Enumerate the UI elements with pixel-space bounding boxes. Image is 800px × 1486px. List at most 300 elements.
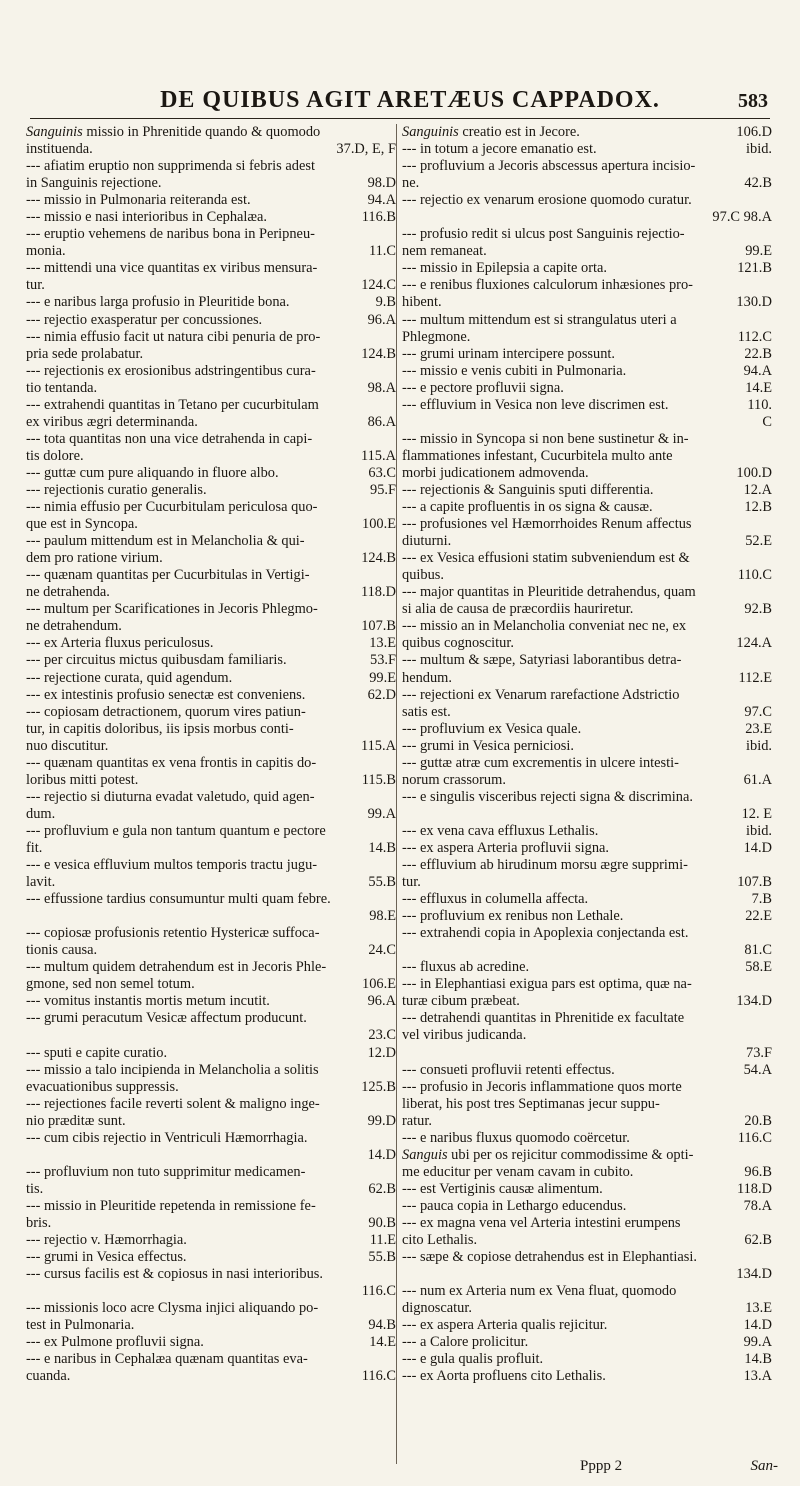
entry-text: rejectio exasperatur per concussiones. [43,311,263,328]
index-entry [26,141,396,158]
page-reference: 62.B [368,1180,396,1197]
page-reference: --- 121.B [737,260,772,277]
entry-text: profluvium ex Vesica quale. [419,720,582,737]
page-reference: 106.E [362,976,396,993]
header-rule [30,118,770,119]
entry-text: e renibus fluxiones calculorum inhæsiones pro- [419,277,693,294]
entry-text: missio in Epilepsia a capite orta. [419,260,608,277]
entry-text: tionis causa. [26,942,98,959]
entry-text: tur. [26,277,45,294]
index-entry [26,226,396,243]
index-entry [402,789,772,806]
entry-text: effluvium in Vesica non leve discrimen est. [419,396,669,413]
entry-text: sæpe & copiose detrahendus est in Elephantiasi. [419,1249,697,1266]
entry-text: creatio est in Jecore. [458,124,580,140]
index-entry [26,1010,396,1027]
index-entry [402,959,772,976]
headword: Sanguinis [402,124,459,140]
entry-text: que est in Syncopa. [26,516,138,533]
index-entry [402,1232,772,1249]
entry-text: multum quidem detrahendum est in Jecoris Phle- [43,959,327,976]
index-entry [26,1147,396,1164]
index-entry [26,601,396,618]
page-reference: --- 94.A [743,362,772,379]
entry-text: missio e nasi interioribus in Cephalæa. [43,209,268,226]
index-entry [402,908,772,925]
page-reference: 13.E [745,1300,772,1317]
page-reference: --- 12.B [744,499,772,516]
index-entry [26,840,396,857]
index-entry [26,1215,396,1232]
entry-text: ex Aorta profluens cito Lethalis. [419,1368,606,1385]
index-entry [26,363,396,380]
page-reference: 98.E [369,908,396,925]
entry-text: extrahendi quantitas in Tetano per cucurbitulam [43,396,319,413]
entry-text: per circuitus mictus quibusdam familiaris. [43,652,287,669]
index-entry [26,567,396,584]
index-entry [26,1027,396,1044]
index-entry [402,925,772,942]
index-entry [402,550,772,567]
entry-text: tur. [402,874,421,891]
index-entry [26,1368,396,1385]
entry-text: nimia effusio facit ut natura cibi penuria de pro- [43,328,321,345]
entry-text: rejectionis ex erosionibus adstringentibus cura- [43,362,316,379]
entry-text: turæ cibum præbeat. [402,993,520,1010]
entry-text: profusiones vel Hæmorrhoides Renum affectus [419,516,692,533]
page-reference: 90.B [368,1215,396,1231]
page-reference: 73.F [746,1044,772,1061]
page-reference: 62.B [744,1232,772,1249]
index-entry [402,448,772,465]
page-reference: --- 14.E [745,379,772,396]
entry-text: rejectionis curatio generalis. [43,481,207,498]
entry-text: copiosæ profusionis retentio Hystericæ suffoca- [43,925,320,942]
page-reference: 110.C [737,567,772,584]
entry-text: sputi e capite curatio. [43,1044,168,1061]
page-reference: 99.D [367,1112,396,1129]
index-column-right [402,124,772,1385]
index-entry [402,806,772,823]
index-entry [26,652,396,669]
page-reference: --- 63.C [368,464,396,481]
index-entry [402,1062,772,1079]
page-reference: 124.B [361,550,396,567]
entry-text: ex Vesica effusioni statim subveniendum est & [419,550,690,567]
entry-text: loribus mitti potest. [26,771,139,788]
page-reference: 124.B [361,345,396,362]
entry-text: guttæ atræ cum excrementis in ulcere intesti- [419,754,679,771]
entry-text: ex Pulmone profluvii signa. [43,1334,204,1351]
entry-text: missio an in Melancholia conveniat nec ne, ex [419,618,687,635]
index-entry [402,329,772,346]
entry-text: cuanda. [26,1368,71,1385]
page-reference: 112.C [737,328,772,345]
index-entry [402,874,772,891]
index-entry [402,1079,772,1096]
index-entry [26,175,396,192]
index-entry [402,1045,772,1062]
index-entry [402,1010,772,1027]
index-entry [26,704,396,721]
entry-text: quænam quantitas ex vena frontis in capitis do- [43,754,317,771]
entry-text: ex Arteria fluxus periculosus. [43,635,214,652]
entry-text: nimia effusio per Cucurbitulam periculosa quo- [43,499,318,516]
entry-text: e naribus in Cephalæa quænam quantitas eva- [43,1351,308,1368]
index-entry [26,687,396,704]
entry-text: liberat, his post tres Septimanas jecur suppu- [402,1095,660,1112]
entry-text: quibus cognoscitur. [402,635,514,652]
index-entry [26,1300,396,1317]
entry-text: extrahendi copia in Apoplexia conjectanda est. [419,925,689,942]
index-entry [26,993,396,1010]
page-reference: --- 14.D [743,839,772,856]
page-reference: C [762,413,772,430]
index-entry [402,1283,772,1300]
index-entry [402,465,772,482]
entry-text: fit. [26,839,43,856]
entry-text: ex magna vena vel Arteria intestini erumpens [419,1215,681,1231]
index-entry [26,158,396,175]
index-entry [402,567,772,584]
entry-text: profluvium a Jecoris abscessus apertura incisio- [419,158,696,175]
index-entry [26,1096,396,1113]
page-reference: 130.D [736,294,772,311]
index-entry [26,1317,396,1334]
index-entry [26,1079,396,1096]
entry-text: vel viribus judicanda. [402,1027,527,1044]
index-entry [402,687,772,704]
index-entry [26,465,396,482]
entry-text: cum cibis rejectio in Ventriculi Hæmorrhagia. [43,1129,308,1146]
index-entry [26,823,396,840]
page-reference: --- 95.F [370,481,396,498]
page-reference: --- 94.A [367,192,396,209]
entry-text: fluxus ab acredine. [419,959,530,976]
index-entry [402,175,772,192]
index-entry [26,1045,396,1062]
index-entry [26,1351,396,1368]
index-entry [26,1198,396,1215]
index-entry [26,482,396,499]
entry-text: test in Pulmonaria. [26,1317,135,1334]
page-reference: --- 110. [747,396,772,413]
index-entry [402,993,772,1010]
index-entry [26,1283,396,1300]
entry-text: missio in Pleuritide repetenda in remissione fe- [43,1197,316,1214]
index-entry [402,704,772,721]
entry-text: Phlegmone. [402,328,471,345]
index-entry [26,1334,396,1351]
page-reference: --- 11.E [369,1232,396,1249]
entry-text: satis est. [402,703,451,720]
entry-text: missio a talo incipienda in Melancholia a solitis [43,1061,319,1078]
page-reference: --- 7.B [751,891,772,908]
index-entry [26,755,396,772]
entry-text: paulum mittendum est in Melancholia & qui- [43,533,305,550]
entry-text: ex aspera Arteria qualis rejicitur. [419,1317,608,1334]
entry-text: rejectio ex venarum erosione quomodo curatur. [419,192,692,209]
index-entry [402,499,772,516]
index-entry [26,1266,396,1283]
entry-text: rejectiones facile reverti solent & maligno inge- [43,1095,320,1112]
headword: Sanguis [402,1146,448,1163]
index-entry [402,1027,772,1044]
page-reference: --- 14.B [744,1351,772,1368]
index-entry [402,1096,772,1113]
entry-text: cito Lethalis. [402,1232,478,1249]
entry-text: multum mittendum est si strangulatus uteri a [419,311,677,328]
index-entry [402,294,772,311]
entry-text: e vesica effluvium multos temporis tractu jugu- [43,857,318,874]
entry-text: lavit. [26,874,56,891]
entry-text: flammationes infestant, Cucurbitela multo ante [402,447,673,464]
page-reference: 124.A [736,635,772,652]
index-entry [26,1164,396,1181]
index-entry [26,738,396,755]
entry-text: missio in Phrenitide quando & quomodo [82,124,321,140]
page-reference: 11.C [368,243,396,260]
entry-text: a Calore prolicitur. [419,1334,529,1351]
page-number: 583 [738,90,768,112]
entry-text: cursus facilis est & copiosus in nasi interioribus. [43,1266,323,1283]
index-entry [26,277,396,294]
entry-text: hendum. [402,669,452,686]
entry-text: hibent. [402,294,442,311]
index-entry [402,601,772,618]
page-reference: 14.B [368,839,396,856]
entry-text: grumi in Vesica perniciosi. [419,737,574,754]
page-header [0,84,800,120]
page-reference: 52.E [745,533,772,550]
entry-text: dum. [26,805,56,822]
page-reference: --- 99.E [369,669,396,686]
entry-text: profusio in Jecoris inflammatione quos morte [419,1078,682,1095]
entry-text: tis dolore. [26,447,84,464]
page-reference: --- ibid. [746,737,772,754]
page-reference: 100.E [362,516,396,533]
entry-text: pria sede prolabatur. [26,345,144,362]
page-reference: --- 9.B [375,294,396,311]
index-entry [402,260,772,277]
index-entry [402,1215,772,1232]
index-entry [402,840,772,857]
index-entry [402,209,772,226]
entry-text: profluvium ex renibus non Lethale. [419,908,624,925]
entry-text: in Elephantiasi exigua pars est optima, quæ na- [419,976,692,993]
index-entry [26,346,396,363]
page-reference: 92.B [744,601,772,618]
page-reference: 42.B [744,175,772,192]
entry-text: rejectio v. Hæmorrhagia. [43,1232,187,1249]
entry-text: missio in Pulmonaria reiteranda est. [43,192,251,209]
index-entry [26,380,396,397]
page-reference: 96.B [744,1163,772,1180]
catchword: San- [750,1458,778,1474]
entry-text: e naribus fluxus quomodo coërcetur. [419,1129,630,1146]
index-entry [402,772,772,789]
index-entry [402,1164,772,1181]
page-reference: 61.A [743,771,772,788]
index-entry [26,516,396,533]
index-entry [26,670,396,687]
entry-text: missionis loco acre Clysma injici aliquando po- [43,1300,319,1317]
page-reference: 107.B [361,618,396,635]
headword: Sanguinis [26,124,83,140]
page-reference: 81.C [744,942,772,959]
index-entry [26,294,396,311]
page-reference: --- 96.A [367,311,396,328]
entry-text: ne detrahendum. [26,618,122,635]
entry-text: detrahendi quantitas in Phrenitide ex facultate [419,1010,685,1027]
index-entry [402,346,772,363]
index-entry [402,141,772,158]
index-entry [402,1198,772,1215]
entry-text: guttæ cum pure aliquando in fluore albo. [43,464,279,481]
page-reference: --- 14.E [369,1334,396,1351]
index-entry [26,942,396,959]
index-entry [402,1266,772,1283]
index-entry [402,1317,772,1334]
entry-text: tis. [26,1180,44,1197]
entry-text: num ex Arteria num ex Vena fluat, quomodo [419,1283,677,1300]
index-entry [402,277,772,294]
entry-text: diuturni. [402,533,452,550]
index-entry [26,772,396,789]
page-reference: 118.D [360,584,396,601]
index-entry [26,925,396,942]
index-entry [26,874,396,891]
page-reference: 97.C [744,703,772,720]
entry-text: rejectioni ex Venarum rarefactione Adstrictio [419,686,680,703]
index-entry [26,414,396,431]
entry-text: quænam quantitas per Cucurbitulas in Vertigi- [43,567,310,584]
entry-text: consueti profluvii retenti effectus. [419,1061,615,1078]
page-reference: 134.D [736,1266,772,1283]
index-entry [26,1130,396,1147]
index-entry [402,243,772,260]
entry-text: mittendi una vice quantitas ex viribus mensura- [43,260,318,277]
page-reference: 97.C 98.A [712,209,772,226]
index-entry [402,1368,772,1385]
index-entry [402,755,772,772]
index-entry [402,823,772,840]
page-reference: 107.B [737,874,772,891]
entry-text: missio e venis cubiti in Pulmonaria. [419,362,627,379]
column-divider [396,124,397,1464]
entry-text: effluvium ab hirudinum morsu ægre supprimi- [419,857,688,874]
index-entry [402,226,772,243]
entry-text: rejectionis & Sanguinis sputi differentia. [419,481,654,498]
page-reference: --- 62.D [367,686,396,703]
entry-text: si alia de causa de præcordiis hauriretur. [402,601,634,618]
index-entry [26,908,396,925]
page-reference: 99.A [367,805,396,822]
entry-text: grumi urinam intercipere possunt. [419,345,616,362]
index-column-left [26,124,396,1385]
page-reference: --- 116.B [361,209,396,226]
entry-text: e naribus larga profusio in Pleuritide bona. [43,294,290,311]
index-entry [402,618,772,635]
index-entry [26,312,396,329]
index-entry [402,158,772,175]
entry-text: effluxus in columella affecta. [419,891,589,908]
page-reference: 115.B [361,771,396,788]
index-entry [402,1300,772,1317]
index-entry [26,192,396,209]
entry-text: grumi peracutum Vesicæ affectum producunt. [43,1010,307,1027]
entry-text: instituenda. [26,141,93,158]
entry-text: in Sanguinis rejectione. [26,175,162,192]
page-reference: --- 53.F [370,652,396,669]
page-reference: --- ibid. [746,822,772,839]
index-entry [26,891,396,908]
entry-text: in totum a jecore emanatio est. [419,141,597,158]
entry-text: dem pro ratione virium. [26,550,163,567]
entry-text: ne detrahenda. [26,584,110,601]
index-entry [402,397,772,414]
entry-text: multum & sæpe, Satyriasi laborantibus detra- [419,652,682,669]
index-entry [402,976,772,993]
entry-text: a capite profluentis in os signa & causæ. [419,499,653,516]
entry-text: e gula qualis profluit. [419,1351,544,1368]
page-reference: 106.D [736,124,772,140]
page-reference: --- 116.C [737,1129,772,1146]
page-reference: 98.A [367,379,396,396]
index-entry [26,499,396,516]
page-reference: --- 12.A [743,481,772,498]
entry-text: est Vertiginis causæ alimentum. [419,1180,603,1197]
running-head: DE QUIBUS AGIT ARETÆUS CAPPADOX. [160,87,660,113]
entry-text: rejectio si diuturna evadat valetudo, quid agen- [43,788,315,805]
entry-text: afiatim eruptio non supprimenda si febris adest [43,158,315,175]
index-entry [26,789,396,806]
index-entry [402,533,772,550]
page-reference: --- 13.E [369,635,396,652]
entry-text: bris. [26,1215,52,1231]
entry-text: gmone, sed non semel totum. [26,976,195,993]
index-entry [402,380,772,397]
index-entry [26,448,396,465]
page-reference: --- 22.B [744,345,772,362]
index-entry [402,1130,772,1147]
page-reference: 116.C [361,1368,396,1385]
page-reference: --- 12.D [367,1044,396,1061]
index-entry [402,891,772,908]
entry-text: missio in Syncopa si non bene sustinetur & in- [419,430,689,447]
page-reference: --- 23.E [745,720,772,737]
index-entry [402,414,772,431]
index-entry [402,1147,772,1164]
index-entry [402,482,772,499]
entry-text: multum per Scarificationes in Jecoris Phlegmo- [43,601,318,618]
page-reference: 112.E [738,669,772,686]
index-entry [402,124,772,141]
page-reference: 24.C [368,942,396,959]
index-entry [26,550,396,567]
index-entry [26,635,396,652]
page-reference: --- ibid. [746,141,772,158]
index-entry [402,192,772,209]
page-reference: 14.D [367,1146,396,1163]
entry-text: vomitus instantis mortis metum incutit. [43,993,270,1010]
signature-mark: Pppp 2 [580,1458,623,1474]
entry-text: e singulis visceribus rejecti signa & discrimina. [419,788,693,805]
entry-text: profusio redit si ulcus post Sanguinis rejectio- [419,226,685,243]
index-entry [26,1062,396,1079]
page-reference: --- 99.A [743,1334,772,1351]
page-reference: --- 14.D [743,1317,772,1334]
